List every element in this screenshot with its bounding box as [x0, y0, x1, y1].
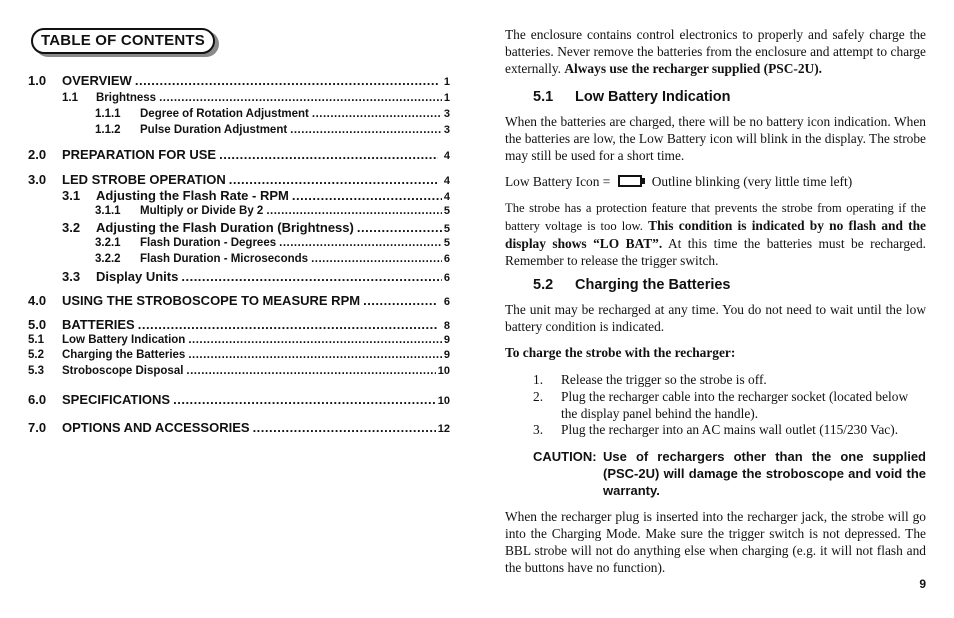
toc-entry-page: 4: [443, 191, 450, 203]
toc-entry-number: 1.0: [28, 73, 47, 88]
toc-leader-dots: [138, 317, 438, 332]
toc-entry-title: Adjusting the Flash Duration (Brightness): [96, 220, 354, 235]
page-number: 9: [919, 577, 926, 591]
toc-leader-dots: [135, 73, 438, 88]
caution-text: Use of rechargers other than the one supplied (PSC-2U) will damage the stroboscope and void the warranty.: [603, 449, 926, 498]
toc-leader-dots: [312, 108, 442, 120]
toc-leader-dots: [357, 220, 442, 235]
toc-leader-dots: [290, 124, 442, 136]
list-item: [533, 421, 926, 438]
toc-leader-dots: [363, 293, 438, 308]
toc-entry[interactable]: [28, 220, 450, 235]
toc-entry-number: 5.1: [28, 334, 44, 346]
toc-entry-page: 5: [443, 205, 450, 217]
toc-entry-number: 2.0: [28, 147, 47, 162]
caution-label: CAUTION:: [533, 449, 597, 464]
toc-leader-dots: [188, 334, 442, 346]
toc-entry-page: 1: [443, 92, 450, 104]
charge-instructions-heading: To charge the strobe with the recharger:: [505, 345, 736, 360]
toc-badge: [31, 28, 221, 58]
toc-leader-dots: [229, 172, 438, 187]
list-item: [533, 388, 926, 422]
toc-entry[interactable]: [28, 349, 450, 361]
charging-mode-paragraph: When the recharger plug is inserted into the recharger jack, the strobe will go into the Charging Mode. Make sure the trigger switch is not depressed. The BBL strobe will not do anything else when charging (e.g. it will not flash and the buttons have no function).: [505, 509, 926, 575]
toc-entry-number: 1.1.2: [95, 124, 121, 136]
toc-entry[interactable]: [28, 334, 450, 346]
section-title: Charging the Batteries: [575, 277, 731, 293]
section-number: 5.1: [533, 89, 554, 105]
table-of-contents-page: [28, 0, 452, 618]
intro-paragraph: [505, 26, 926, 77]
toc-leader-dots: [311, 253, 442, 265]
toc-entry-title: USING THE STROBOSCOPE TO MEASURE RPM: [62, 293, 361, 308]
toc-entry-page: 6: [443, 272, 450, 284]
toc-entry-page: 10: [437, 395, 450, 407]
toc-leader-dots: [219, 147, 438, 162]
toc-entry-number: 6.0: [28, 392, 47, 407]
toc-entry-page: 6: [443, 296, 450, 308]
toc-entry-title: BATTERIES: [62, 317, 135, 332]
toc-entry-number: 5.2: [28, 349, 44, 361]
toc-entry[interactable]: [28, 205, 450, 217]
section-heading-5-1: [533, 89, 731, 105]
toc-entry-title: Low Battery Indication: [62, 334, 186, 346]
toc-entry[interactable]: [28, 237, 450, 249]
toc-entry-title: Multiply or Divide By 2: [140, 205, 264, 217]
toc-entry-title: Degree of Rotation Adjustment: [140, 108, 309, 120]
icon-label: Low Battery Icon =: [505, 174, 611, 189]
toc-leader-dots: [181, 269, 442, 284]
toc-entry-title: Adjusting the Flash Rate - RPM: [96, 188, 289, 203]
toc-entry-title: LED STROBE OPERATION: [62, 172, 226, 187]
toc-leader-dots: [292, 188, 442, 203]
toc-entry[interactable]: [28, 317, 450, 332]
toc-entry-number: 3.2.1: [95, 237, 121, 249]
toc-entry-title: PREPARATION FOR USE: [62, 147, 217, 162]
toc-leader-dots: [173, 392, 436, 407]
toc-leader-dots: [159, 92, 442, 104]
toc-entry-page: 4: [443, 175, 450, 187]
toc-entry-page: 5: [443, 223, 450, 235]
toc-entry-title: Flash Duration - Microseconds: [140, 253, 309, 265]
toc-entry[interactable]: [28, 124, 450, 136]
toc-entry[interactable]: [28, 92, 450, 104]
toc-entry[interactable]: [28, 108, 450, 120]
section-heading-5-2: [533, 277, 731, 293]
protection-paragraph: [505, 199, 926, 269]
toc-entry[interactable]: [28, 73, 450, 88]
toc-entry-number: 3.3: [62, 269, 81, 284]
toc-entry-page: 3: [443, 124, 450, 136]
toc-entry-title: SPECIFICATIONS: [62, 392, 171, 407]
toc-entry-number: 7.0: [28, 420, 47, 435]
toc-entry-title: OVERVIEW: [62, 73, 132, 88]
toc-entry-page: 1: [443, 76, 450, 88]
toc-entry-page: 10: [437, 365, 450, 377]
toc-entry-number: 5.0: [28, 317, 47, 332]
list-item-number: 1.: [533, 372, 544, 387]
toc-entry[interactable]: [28, 269, 450, 284]
list-item-number: 2.: [533, 389, 544, 404]
toc-entry-page: 8: [443, 320, 450, 332]
toc-entry-title: Stroboscope Disposal: [62, 365, 184, 377]
toc-entry-page: 9: [443, 334, 450, 346]
toc-entry[interactable]: [28, 293, 450, 308]
toc-leader-dots: [266, 205, 442, 217]
toc-entry-number: 5.3: [28, 365, 44, 377]
toc-entry[interactable]: [28, 392, 450, 407]
toc-entry-page: 12: [437, 423, 450, 435]
toc-entry-number: 4.0: [28, 293, 47, 308]
toc-entry-number: 3.1: [62, 188, 81, 203]
list-item-text: Plug the recharger cable into the recharger socket (located below the display panel behind the handle).: [561, 389, 909, 421]
toc-entry-title: OPTIONS AND ACCESSORIES: [62, 420, 250, 435]
protection-tail-text: At this time the batteries must be recharged. Remember to release the trigger switch.: [505, 236, 927, 268]
intro-bold-text: Always use the recharger supplied (PSC-2U).: [564, 61, 823, 76]
manual-page-9: [505, 0, 926, 618]
list-item-text: Plug the recharger into an AC mains wall outlet (115/230 Vac).: [561, 422, 899, 437]
section-title: Low Battery Indication: [575, 89, 731, 105]
toc-leader-dots: [186, 365, 435, 377]
intro-text: The enclosure contains control electronics to properly and safely charge the batteries. Never remove the batteries from the enclosure and attempt to charge externally.: [505, 27, 926, 76]
list-item-number: 3.: [533, 422, 544, 437]
toc-entry-number: 3.2: [62, 220, 81, 235]
icon-description: Outline blinking (very little time left): [651, 174, 853, 189]
toc-entry-number: 1.1: [62, 92, 78, 104]
toc-leader-dots: [279, 237, 442, 249]
toc-entry[interactable]: [28, 253, 450, 265]
protection-text: The strobe has a protection feature that prevents the strobe from operating if the battery voltage is too low.: [505, 201, 926, 233]
toc-entry[interactable]: [28, 172, 450, 187]
battery-outline-icon: [618, 175, 642, 187]
list-item-text: Release the trigger so the strobe is off.: [561, 372, 767, 387]
low-battery-paragraph: When the batteries are charged, there will be no battery icon indication. When the batteries are low, the Low Battery icon will blink in the display. The strobe may still be used for a short time.: [505, 114, 926, 163]
toc-leader-dots: [253, 420, 436, 435]
toc-entry-title: Charging the Batteries: [62, 349, 186, 361]
toc-entry-page: 5: [443, 237, 450, 249]
toc-entry[interactable]: [28, 188, 450, 203]
section-number: 5.2: [533, 277, 554, 293]
toc-entry-page: 4: [443, 150, 450, 162]
toc-entry-number: 1.1.1: [95, 108, 121, 120]
protection-bold-text: This condition is indicated by no flash and the display shows “LO BAT”.: [505, 218, 926, 251]
toc-entry-number: 3.2.2: [95, 253, 121, 265]
toc-entry-page: 9: [443, 349, 450, 361]
toc-entry[interactable]: [28, 365, 450, 377]
toc-badge-label: TABLE OF CONTENTS: [31, 28, 215, 54]
toc-entry-number: 3.0: [28, 172, 47, 187]
toc-entry[interactable]: [28, 420, 450, 435]
toc-entry-page: 6: [443, 253, 450, 265]
toc-entry[interactable]: [28, 147, 450, 162]
toc-entry-title: Brightness: [96, 92, 157, 104]
toc-entry-number: 3.1.1: [95, 205, 121, 217]
toc-leader-dots: [188, 349, 442, 361]
list-item: [533, 371, 926, 388]
toc-entry-title: Pulse Duration Adjustment: [140, 124, 288, 136]
toc-entry-title: Flash Duration - Degrees: [140, 237, 277, 249]
recharge-paragraph: The unit may be recharged at any time. You do not need to wait until the low battery condition is indicated.: [505, 302, 926, 334]
caution-notice: [533, 448, 926, 499]
low-battery-icon-line: [505, 173, 926, 190]
toc-entry-title: Display Units: [96, 269, 179, 284]
toc-entry-page: 3: [443, 108, 450, 120]
